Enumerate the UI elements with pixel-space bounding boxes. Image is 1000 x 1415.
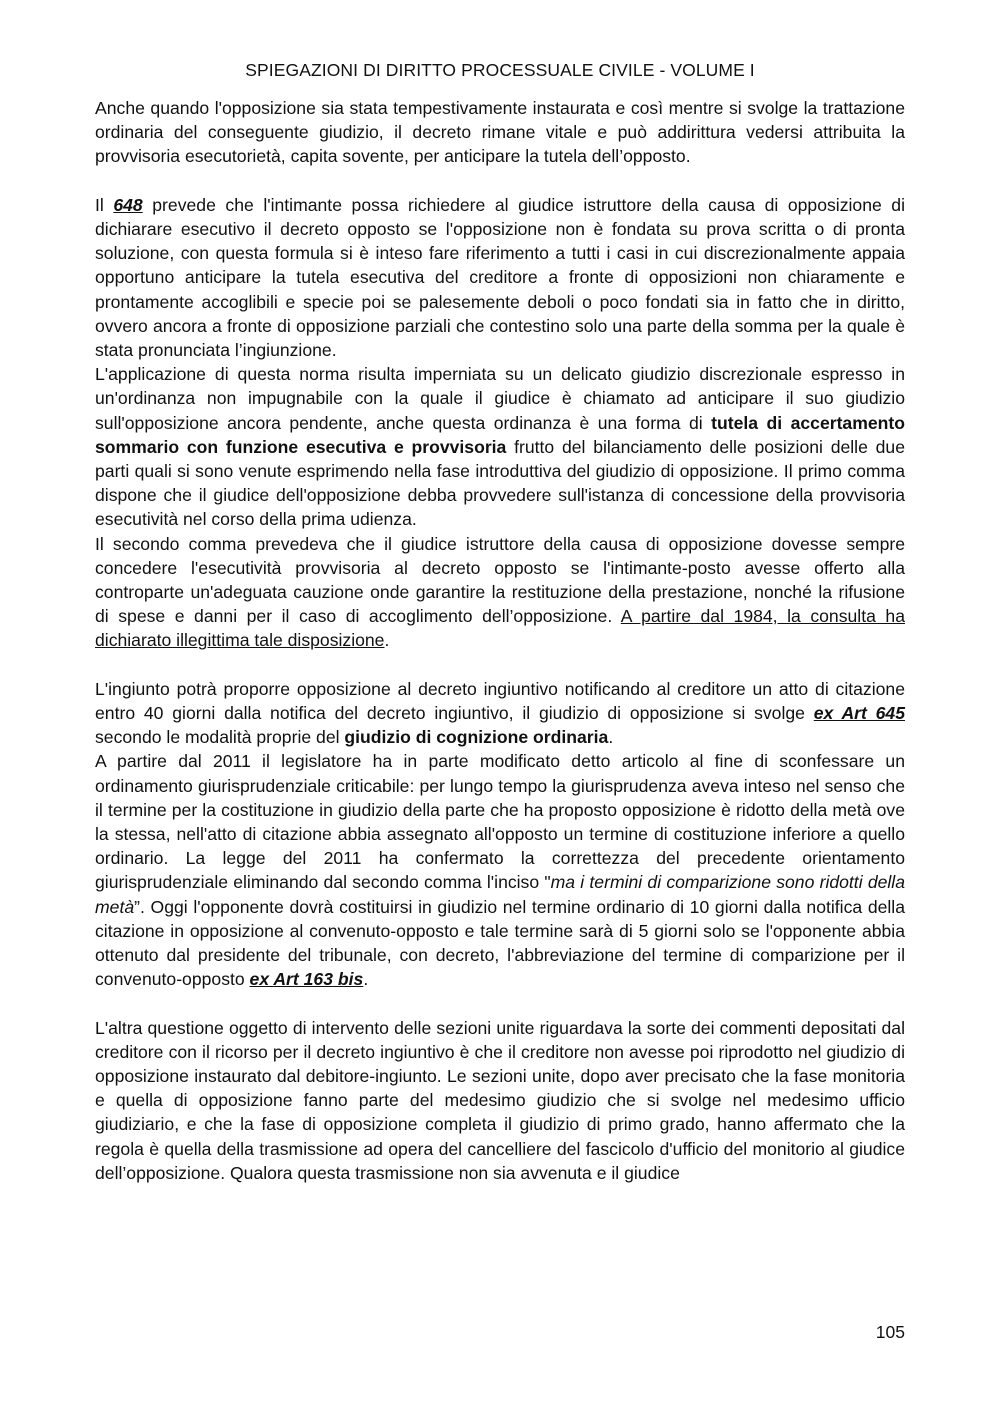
paragraph-4-text-b: . — [384, 630, 390, 651]
article-reference-163-bis: ex Art 163 bis — [249, 969, 364, 990]
paragraph-5-text-a: L'ingiunto potrà proporre opposizione al decreto ingiuntivo notificando al creditore un atto di citazione entro 40 giorni dalla notifica del decreto ingiuntivo, il giudizio di opposizione si svolge — [95, 678, 905, 724]
paragraph-5-text-b: secondo le modalità proprie del — [95, 727, 345, 748]
paragraph-5 — [95, 677, 905, 750]
article-reference-645: ex Art 645 — [813, 703, 905, 724]
paragraph-1: Anche quando l'opposizione sia stata tempestivamente instaurata e così mentre si svolge la trattazione ordinaria del conseguente giudizio, il decreto rimane vitale e può addirittura vedersi attribuita la provvisoria esecutorietà, capita sovente, per anticipare la tutela dell’opposto. — [95, 98, 905, 167]
page-header: SPIEGAZIONI DI DIRITTO PROCESSUALE CIVILE - VOLUME I — [245, 60, 755, 80]
paragraph-7: L'altra questione oggetto di intervento delle sezioni unite riguardava la sorte dei commenti depositati dal creditore con il ricorso per il decreto ingiuntivo è che il creditore non avesse poi riprodotto nel giudizio di opposizione instaurato dal debitore-ingiunto. Le sezioni unite, dopo aver precisato che la fase monitoria e quella di opposizione fanno parte del medesimo giudizio che si svolge nel medesimo ufficio giudiziario, e che la fase di opposizione completa il giudizio di primo grado, hanno affermato che la regola è quella della trasmissione ad opera del cancelliere del fascicolo d'ufficio del monitorio al giudice dell’opposizione. Qualora questa trasmissione non sia avvenuta e il giudice — [95, 1017, 905, 1183]
paragraph-6-text-b: ”. Oggi l'opponente dovrà costituirsi in giudizio nel termine ordinario di 10 giorni dalla notifica della citazione in opposizione al convenuto-opposto e tale termine sarà di 5 giorni solo se l'opponente abbia ottenuto dal presidente del tribunale, con decreto, l'abbreviazione del termine di comparizione per il convenuto-opposto — [95, 896, 905, 990]
paragraph-6 — [95, 749, 905, 991]
paragraph-5-text-c: . — [608, 727, 614, 748]
paragraph-6-text-c: . — [363, 969, 369, 990]
paragraph-3-text-a: L'applicazione di questa norma risulta imperniata su un delicato giudizio discrezionale espresso in un'ordinanza non impugnabile con la quale il giudice è chiamato ad anticipare il suo giudizio sull'opposizione ancora pendente, anche questa ordinanza è una forma di — [95, 364, 905, 433]
page-number: 105 — [875, 1322, 905, 1342]
paragraph-6-text-a: A partire dal 2011 il legislatore ha in parte modificato detto articolo al fine di sconfessare un ordinamento giurisprudenziale criticabile: per lungo tempo la giurisprudenza aveva inteso nel senso che il termine per la costituzione in giudizio della parte che ha proposto opposizione è ridotto della metà ove la stessa, nell'atto di citazione abbia assegnato all'opposto un termine di costituzione inferiore a quello ordinario. La legge del 2011 ha confermato la correttezza del precedente orientamento giurisprudenziale eliminando dal secondo comma l'inciso " — [95, 751, 905, 893]
paragraph-4-underlined-text: A partire dal 1984, la consulta ha dichiarato illegittima tale disposizione — [95, 606, 905, 651]
paragraph-4 — [95, 532, 905, 653]
paragraph-3-bold-term: tutela di accertamento sommario con funzione esecutiva e provvisoria — [95, 412, 906, 457]
document-body — [95, 96, 905, 1185]
paragraph-6-italic-quote: ma i termini di comparizione sono ridotti della metà — [95, 872, 906, 917]
article-reference-648: 648 — [113, 194, 143, 215]
paragraph-5-bold-term: giudizio di cognizione ordinaria — [344, 727, 609, 748]
paragraph-3-text-b: frutto del bilanciamento delle posizioni delle due parti quali si sono venute esprimendo nella fase introduttiva del giudizio di opposizione. Il primo comma dispone che il giudice dell'opposizione debba provvedere sull'istanza di concessione della provvisoria esecutività nel corso della prima udienza. — [95, 436, 905, 530]
paragraph-2-text-a: Il — [95, 194, 114, 215]
paragraph-4-text-a: Il secondo comma prevedeva che il giudice istruttore della causa di opposizione dovesse sempre concedere l'esecutività provvisoria al decreto opposto se l'intimante-posto avesse offerto alla controparte un'adeguata cauzione onde garantire la restituzione della prestazione, nonché la rifusione di spese e danni per il caso di accoglimento dell’opposizione. — [95, 533, 905, 627]
paragraph-2 — [95, 193, 905, 362]
paragraph-2-text-b: prevede che l'intimante possa richiedere al giudice istruttore della causa di opposizione di dichiarare esecutivo il decreto opposto se l'opposizione non è fondata su prova scritta o di pronta soluzione, con questa formula si è inteso fare riferimento a tutti i casi in cui discrezionalmente appaia opportuno anticipare la tutela esecutiva del creditore a fronte di opposizioni non chiaramente e prontamente accoglibili e specie poi se palesemente deboli o poco fondati sia in fatto che in diritto, ovvero ancora a fronte di opposizione parziali che contestino solo una parte della somma per la quale è stata pronunciata l’ingiunzione. — [95, 194, 906, 361]
paragraph-3 — [95, 362, 905, 531]
